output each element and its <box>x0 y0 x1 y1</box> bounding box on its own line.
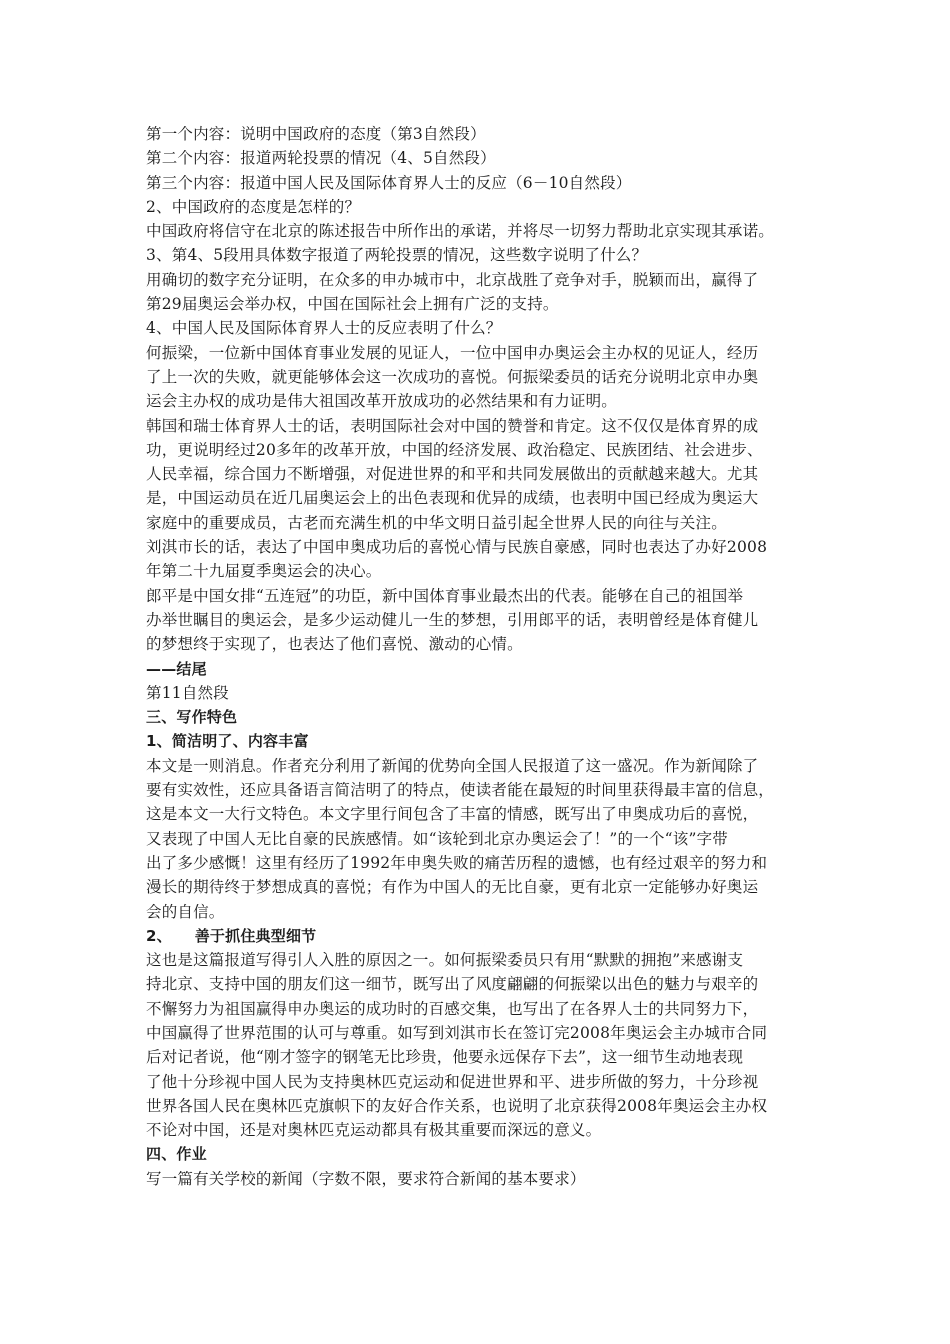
text-line: 何振梁，一位新中国体育事业发展的见证人，一位中国申办奥运会主办权的见证人，经历 <box>146 343 759 362</box>
section-heading: 三、写作特色 <box>146 708 238 727</box>
text-line: 家庭中的重要成员，古老而充满生机的中华文明日益引起全世界人民的向往与关注。 <box>146 513 727 532</box>
text-line: 不论对中国，还是对奥林匹克运动都具有极其重要而深远的意义。 <box>146 1121 602 1140</box>
text-line: 第二个内容：报道两轮投票的情况（4、5自然段） <box>146 149 496 168</box>
text-line: 又表现了中国人无比自豪的民族感情。如“该轮到北京办奥运会了！”的一个“该”字带 <box>146 829 728 848</box>
text-line: 功，更说明经过20多年的改革开放，中国的经济发展、政治稳定、民族团结、社会进步、 <box>146 440 763 459</box>
text-line: 办举世瞩目的奥运会，是多少运动健儿一生的梦想，引用郎平的话，表明曾经是体育健儿 <box>146 610 759 629</box>
text-line: 了他十分珍视中国人民为支持奥林匹克运动和促进世界和平、进步所做的努力，十分珍视 <box>146 1072 759 1091</box>
text-line: 会的自信。 <box>146 902 225 921</box>
text-line: 中国赢得了世界范围的认可与尊重。如写到刘淇市长在签订完2008年奥运会主办城市合同 <box>146 1023 768 1042</box>
text-line: 运会主办权的成功是伟大祖国改革开放成功的必然结果和有力证明。 <box>146 392 618 411</box>
text-line: 郎平是中国女排“五连冠”的功臣，新中国体育事业最杰出的代表。能够在自己的祖国举 <box>146 586 744 605</box>
text-line: 2、中国政府的态度是怎样的？ <box>146 197 361 216</box>
text-line: 漫长的期待终于梦想成真的喜悦；有作为中国人的无比自豪，更有北京一定能够办好奥运 <box>146 878 759 897</box>
text-line: 是，中国运动员在近几届奥运会上的出色表现和优异的成绩，也表明中国已经成为奥运大 <box>146 489 759 508</box>
section-heading: 1、简洁明了、内容丰富 <box>146 732 309 751</box>
section-heading: ——结尾 <box>146 659 207 678</box>
text-line: 年第二十九届夏季奥运会的决心。 <box>146 562 382 581</box>
text-line: 这是本文一大行文特色。本文字里行间包含了丰富的情感，既写出了申奥成功后的喜悦， <box>146 805 759 824</box>
text-line: 中国政府将信守在北京的陈述报告中所作出的承诺，并将尽一切努力帮助北京实现其承诺。 <box>146 222 775 241</box>
section-heading: 四、作业 <box>146 1145 207 1164</box>
text-line: 人民幸福，综合国力不断增强，对促进世界的和平和共同发展做出的贡献越来越大。尤其 <box>146 465 759 484</box>
text-line: 刘淇市长的话，表达了中国申奥成功后的喜悦心情与民族自豪感，同时也表达了办好2008 <box>146 538 768 557</box>
text-line: 第一个内容：说明中国政府的态度（第3自然段） <box>146 125 486 143</box>
text-line: 后对记者说，他“刚才签字的钢笔无比珍贵，他要永远保存下去”，这一细节生动地表现 <box>146 1048 744 1067</box>
text-line: 第29届奥运会举办权，中国在国际社会上拥有广泛的支持。 <box>146 295 559 314</box>
text-line: 持北京、支持中国的朋友们这一细节，既写出了风度翩翩的何振梁以出色的魅力与艰辛的 <box>146 975 759 994</box>
text-line: 世界各国人民在奥林匹克旗帜下的友好合作关系，也说明了北京获得2008年奥运会主办权 <box>146 1096 768 1115</box>
text-line: 韩国和瑞士体育界人士的话，表明国际社会对中国的赞誉和肯定。这不仅仅是体育界的成 <box>146 416 759 435</box>
text-line: 用确切的数字充分证明，在众多的申办城市中，北京战胜了竞争对手，脱颖而出，赢得了 <box>146 270 759 289</box>
text-line: 4、中国人民及国际体育界人士的反应表明了什么？ <box>146 319 502 338</box>
text-line: 出了多少感慨！这里有经历了1992年申奥失败的痛苦历程的遗憾，也有经过艰辛的努力和 <box>146 853 768 872</box>
text-line: 的梦想终于实现了，也表达了他们喜悦、激动的心情。 <box>146 635 523 654</box>
text-line: 第三个内容：报道中国人民及国际体育界人士的反应（6－10自然段） <box>146 173 632 192</box>
text-line: 第11自然段 <box>146 683 229 702</box>
text-line: 3、第4、5段用具体数字报道了两轮投票的情况，这些数字说明了什么？ <box>146 246 648 265</box>
text-line: 写一篇有关学校的新闻（字数不限，要求符合新闻的基本要求） <box>146 1169 586 1188</box>
text-line: 本文是一则消息。作者充分利用了新闻的优势向全国人民报道了这一盛况。作为新闻除了 <box>146 756 759 775</box>
section-heading: 2、 善于抓住典型细节 <box>146 926 317 945</box>
document-page <box>146 122 814 1191</box>
text-line: 要有实效性，还应具备语言简洁明了的特点，使读者能在最短的时间里获得最丰富的信息， <box>146 781 775 800</box>
text-line: 不懈努力为祖国赢得申办奥运的成功时的百感交集，也写出了在各界人士的共同努力下， <box>146 999 759 1018</box>
text-line: 了上一次的失败，就更能够体会这一次成功的喜悦。何振梁委员的话充分说明北京申办奥 <box>146 367 759 386</box>
text-line: 这也是这篇报道写得引人入胜的原因之一。如何振梁委员只有用“默默的拥抱”来感谢支 <box>146 951 744 970</box>
